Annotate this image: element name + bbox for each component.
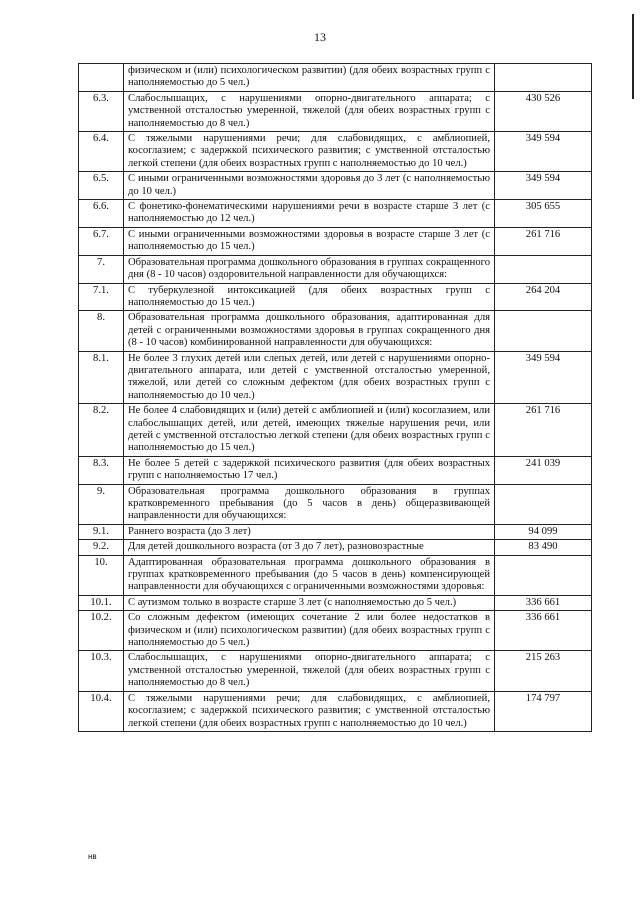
row-number: 10.2. [79, 611, 124, 651]
row-description: Со сложным дефектом (имеющих сочетание 2 или более недостатков в физическом и (или) психологическом развитии) (для обеих возрастных групп с наполняемостью до 5 чел.) [124, 611, 495, 651]
table-row [79, 456, 592, 484]
row-value: 349 594 [495, 132, 592, 172]
table-row [79, 255, 592, 283]
table-row [79, 91, 592, 131]
row-value [495, 64, 592, 92]
row-description: физическом и (или) психологическом развитии) (для обеих возрастных групп с наполняемостью до 5 чел.) [124, 64, 495, 92]
row-value [495, 255, 592, 283]
footer-code: нв [88, 852, 97, 861]
row-description: Образовательная программа дошкольного образования, адаптированная для детей с ограниченными возможностями здоровья в группах сокращенного дня (8 - 10 часов) комбинированной направленности для обучающихся: [124, 311, 495, 351]
row-value: 305 655 [495, 200, 592, 228]
row-number: 10.1. [79, 595, 124, 610]
row-value: 83 490 [495, 540, 592, 555]
table-row [79, 651, 592, 691]
row-description: Не более 5 детей с задержкой психического развития (для обеих возрастных групп с наполняемостью 17 чел.) [124, 456, 495, 484]
row-number: 6.6. [79, 200, 124, 228]
table-row [79, 611, 592, 651]
row-value: 430 526 [495, 91, 592, 131]
table-row [79, 555, 592, 595]
row-description: Слабослышащих, с нарушениями опорно-двигательного аппарата; с умственной отсталостью умеренной, тяжелой (для обеих возрастных групп с наполняемостью до 8 чел.) [124, 651, 495, 691]
row-number: 8.2. [79, 404, 124, 457]
row-number: 7.1. [79, 283, 124, 311]
row-number: 6.7. [79, 227, 124, 255]
margin-mark [632, 14, 634, 99]
row-description: Образовательная программа дошкольного образования в группах сокращенного дня (8 - 10 часов) оздоровительной направленности для обучающихся: [124, 255, 495, 283]
row-number: 10. [79, 555, 124, 595]
row-number: 10.4. [79, 691, 124, 731]
row-value: 349 594 [495, 172, 592, 200]
table-row [79, 540, 592, 555]
row-description: Адаптированная образовательная программа дошкольного образования в группах кратковременного пребывания (до 5 часов в день) компенсирующей направленности для обучающихся с ограниченными возможностями здоровья: [124, 555, 495, 595]
table-row [79, 311, 592, 351]
row-value: 261 716 [495, 227, 592, 255]
row-value: 241 039 [495, 456, 592, 484]
table-row [79, 404, 592, 457]
table-row [79, 283, 592, 311]
row-value [495, 555, 592, 595]
row-description: С иными ограниченными возможностями здоровья в возрасте старше 3 лет (с наполняемостью до 15 чел.) [124, 227, 495, 255]
table-row [79, 484, 592, 524]
page-number: 13 [314, 30, 326, 44]
row-description: С аутизмом только в возрасте старше 3 лет (с наполняемостью до 5 чел.) [124, 595, 495, 610]
row-value: 94 099 [495, 524, 592, 539]
table-row [79, 200, 592, 228]
row-description: С фонетико-фонематическими нарушениями речи в возрасте старше 3 лет (с наполняемостью до 12 чел.) [124, 200, 495, 228]
table-row [79, 64, 592, 92]
row-number: 8.1. [79, 351, 124, 404]
row-description: С иными ограниченными возможностями здоровья до 3 лет (с наполняемостью до 10 чел.) [124, 172, 495, 200]
table-row [79, 172, 592, 200]
row-value: 349 594 [495, 351, 592, 404]
row-number: 9. [79, 484, 124, 524]
row-description: С тяжелыми нарушениями речи; для слабовидящих, с амблиопией, косоглазием; с задержкой психического развития; с умственной отсталостью легкой степени (для обеих возрастных групп с наполняемостью до 10 чел.) [124, 132, 495, 172]
table-body [79, 64, 592, 732]
tariff-table [78, 63, 592, 732]
table-row [79, 595, 592, 610]
row-value [495, 484, 592, 524]
row-value: 264 204 [495, 283, 592, 311]
row-description: С туберкулезной интоксикацией (для обеих возрастных групп с наполняемостью до 15 чел.) [124, 283, 495, 311]
row-value: 261 716 [495, 404, 592, 457]
row-number: 9.2. [79, 540, 124, 555]
row-value: 336 661 [495, 595, 592, 610]
row-number: 6.3. [79, 91, 124, 131]
table-row [79, 227, 592, 255]
row-description: Раннего возраста (до 3 лет) [124, 524, 495, 539]
row-value: 215 263 [495, 651, 592, 691]
row-value [495, 311, 592, 351]
table-row [79, 132, 592, 172]
row-description: Слабослышащих, с нарушениями опорно-двигательного аппарата; с умственной отсталостью умеренной, тяжелой (для обеих возрастных групп с наполняемостью до 8 чел.) [124, 91, 495, 131]
row-value: 174 797 [495, 691, 592, 731]
table-row [79, 691, 592, 731]
table-row [79, 351, 592, 404]
row-number [79, 64, 124, 92]
row-number: 6.4. [79, 132, 124, 172]
row-number: 8. [79, 311, 124, 351]
row-value: 336 661 [495, 611, 592, 651]
row-description: Не более 4 слабовидящих и (или) детей с амблиопией и (или) косоглазием, или слабослышащих детей, или детей, имеющих тяжелые нарушения речи, или детей с умственной отсталостью легкой степени (для обеих возрастных групп с наполняемостью до 15 чел.) [124, 404, 495, 457]
row-description: Образовательная программа дошкольного образования в группах кратковременного пребывания (до 5 часов в день) общеразвивающей направленности для обучающихся: [124, 484, 495, 524]
row-number: 10.3. [79, 651, 124, 691]
row-number: 9.1. [79, 524, 124, 539]
row-number: 8.3. [79, 456, 124, 484]
row-description: Для детей дошкольного возраста (от 3 до 7 лет), разновозрастные [124, 540, 495, 555]
row-number: 6.5. [79, 172, 124, 200]
row-number: 7. [79, 255, 124, 283]
table-row [79, 524, 592, 539]
row-description: Не более 3 глухих детей или слепых детей, или детей с нарушениями опорно-двигательного аппарата, или детей с умственной отсталостью умеренной, тяжелой, или детей со сложным дефектом (для обеих возрастных групп с наполняемостью до 10 чел.) [124, 351, 495, 404]
row-description: С тяжелыми нарушениями речи; для слабовидящих, с амблиопией, косоглазием; с задержкой психического развития; с умственной отсталостью легкой степени (для обеих возрастных групп с наполняемостью до 10 чел.) [124, 691, 495, 731]
